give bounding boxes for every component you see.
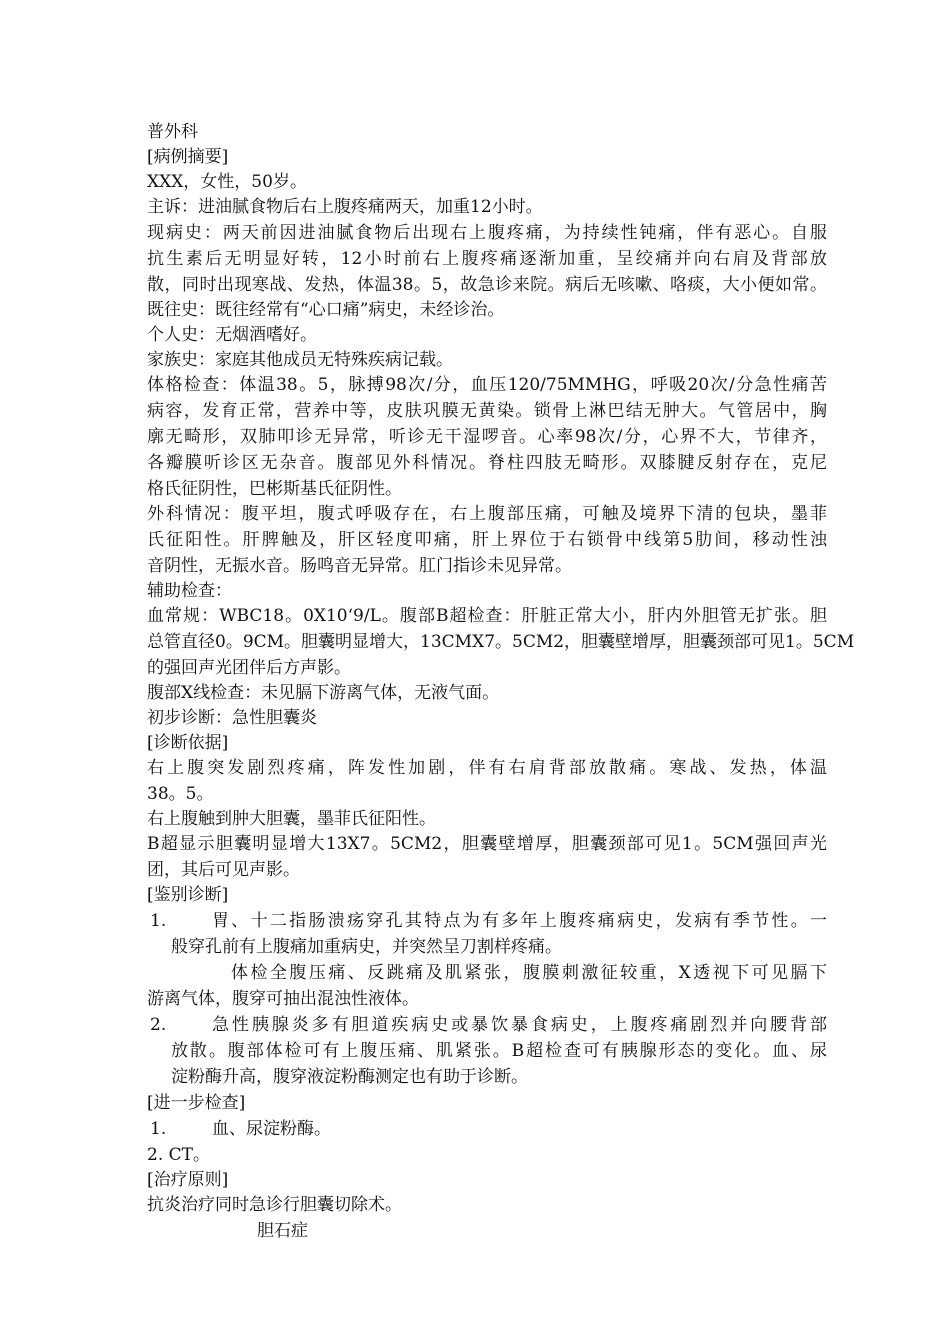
patient-info: XXX，女性，50岁。 (147, 172, 307, 192)
hpi-line: 散，同时出现寒战、发热，体温38。5，故急诊来院。病后无咳嗽、咯痰，大小便如常。 (147, 275, 827, 295)
department-title: 普外科 (147, 122, 198, 142)
past-history: 既往史：既往经常有“心口痛”病史，未经诊治。 (147, 300, 505, 320)
differential-item-line: 胃、十二指肠溃疡穿孔其特点为有多年上腹疼痛病史，发病有季节性。一 (212, 911, 827, 931)
case-summary-heading: [病例摘要] (147, 147, 229, 167)
diagnosis-basis-line: 团，其后可见声影。 (147, 860, 300, 880)
hpi-line: 现病史：两天前因进油腻食物后出现右上腹疼痛，为持续性钝痛，伴有恶心。自服 (147, 223, 827, 243)
aux-exam-heading: 辅助检查： (147, 581, 232, 601)
differential-item-line: 淀粉酶升高，腹穿液淀粉酶测定也有助于诊断。 (171, 1067, 528, 1087)
chief-complaint: 主诉：进油腻食物后右上腹疼痛两天，加重12小时。 (147, 197, 543, 217)
further-exam-item: 血、尿淀粉酶。 (212, 1119, 331, 1139)
list-number: 1. (150, 911, 167, 931)
treatment-text: 抗炎治疗同时急诊行胆囊切除术。 (147, 1195, 402, 1215)
aux-exam-line: 总管直径0。9CM。胆囊明显增大，13CMX7。5CM2，胆囊壁增厚，胆囊颈部可见1。5CM (147, 632, 855, 652)
hpi-line: 抗生素后无明显好转，12小时前右上腹疼痛逐渐加重，呈绞痛并向右肩及背部放 (147, 249, 827, 269)
diagnosis-basis-line: B超显示胆囊明显增大13X7。5CM2，胆囊壁增厚，胆囊颈部可见1。5CM强回声光 (147, 834, 827, 854)
family-history: 家族史：家庭其他成员无特殊疾病记载。 (147, 350, 453, 370)
treatment-heading: [治疗原则] (147, 1170, 229, 1190)
differential-item-line: 急性胰腺炎多有胆道疾病史或暴饮暴食病史，上腹疼痛剧烈并向腰背部 (212, 1015, 827, 1035)
differential-item-line: 体检全腹压痛、反跳痛及肌紧张，腹膜刺激征较重，X透视下可见膈下 (231, 963, 827, 983)
differential-item-line: 放散。腹部体检可有上腹压痛、肌紧张。B超检查可有胰腺形态的变化。血、尿 (171, 1041, 827, 1061)
personal-history: 个人史：无烟酒嗜好。 (147, 325, 317, 345)
surgical-condition-line: 外科情况：腹平坦，腹式呼吸存在，右上腹部压痛，可触及境界下清的包块，墨菲 (147, 504, 827, 524)
further-exam-heading: [进一步检查] (147, 1093, 246, 1113)
next-section-title: 胆石症 (257, 1221, 308, 1241)
further-exam-item: 2. CT。 (147, 1145, 210, 1165)
diagnosis-basis-line: 右上腹突发剧烈疼痛，阵发性加剧，伴有右肩背部放散痛。寒战、发热，体温 (147, 758, 827, 778)
surgical-condition-line: 氏征阳性。肝脾触及，肝区轻度叩痛，肝上界位于右锁骨中线第5肋间，移动性浊 (147, 530, 827, 550)
differential-item-line: 般穿孔前有上腹痛加重病史，并突然呈刀割样疼痛。 (171, 937, 562, 957)
physical-exam-line: 各瓣膜听诊区无杂音。腹部见外科情况。脊柱四肢无畸形。双膝腱反射存在，克尼 (147, 453, 827, 473)
diagnosis-basis-line: 右上腹触到肿大胆囊，墨菲氏征阳性。 (147, 809, 436, 829)
physical-exam-line: 体格检查：体温38。5，脉搏98次/分，血压120/75MMHG，呼吸20次/分急性痛苦 (147, 375, 827, 395)
physical-exam-line: 病容，发育正常，营养中等，皮肤巩膜无黄染。锁骨上淋巴结无肿大。气管居中，胸 (147, 401, 827, 421)
differential-heading: [鉴别诊断] (147, 885, 229, 905)
surgical-condition-line: 音阴性，无振水音。肠鸣音无异常。肛门指诊未见异常。 (147, 556, 572, 576)
list-number: 1. (150, 1119, 167, 1139)
list-number: 2. (150, 1015, 167, 1035)
differential-item-line: 游离气体，腹穿可抽出混浊性液体。 (147, 989, 419, 1009)
physical-exam-line: 格氏征阴性，巴彬斯基氏征阴性。 (147, 479, 402, 499)
diagnosis-basis-line: 38。5。 (147, 784, 214, 804)
initial-diagnosis: 初步诊断：急性胆囊炎 (147, 708, 317, 728)
diagnosis-basis-heading: [诊断依据] (147, 733, 229, 753)
xray-result: 腹部X线检查：未见膈下游离气体，无液气面。 (147, 683, 500, 703)
aux-exam-line: 的强回声光团伴后方声影。 (147, 658, 351, 678)
physical-exam-line: 廓无畸形，双肺叩诊无异常，听诊无干湿啰音。心率98次/分，心界不大，节律齐， (147, 427, 827, 447)
aux-exam-line: 血常规：WBC18。0X10‘9/L。腹部B超检查：肝脏正常大小，肝内外胆管无扩张。胆 (147, 606, 827, 626)
